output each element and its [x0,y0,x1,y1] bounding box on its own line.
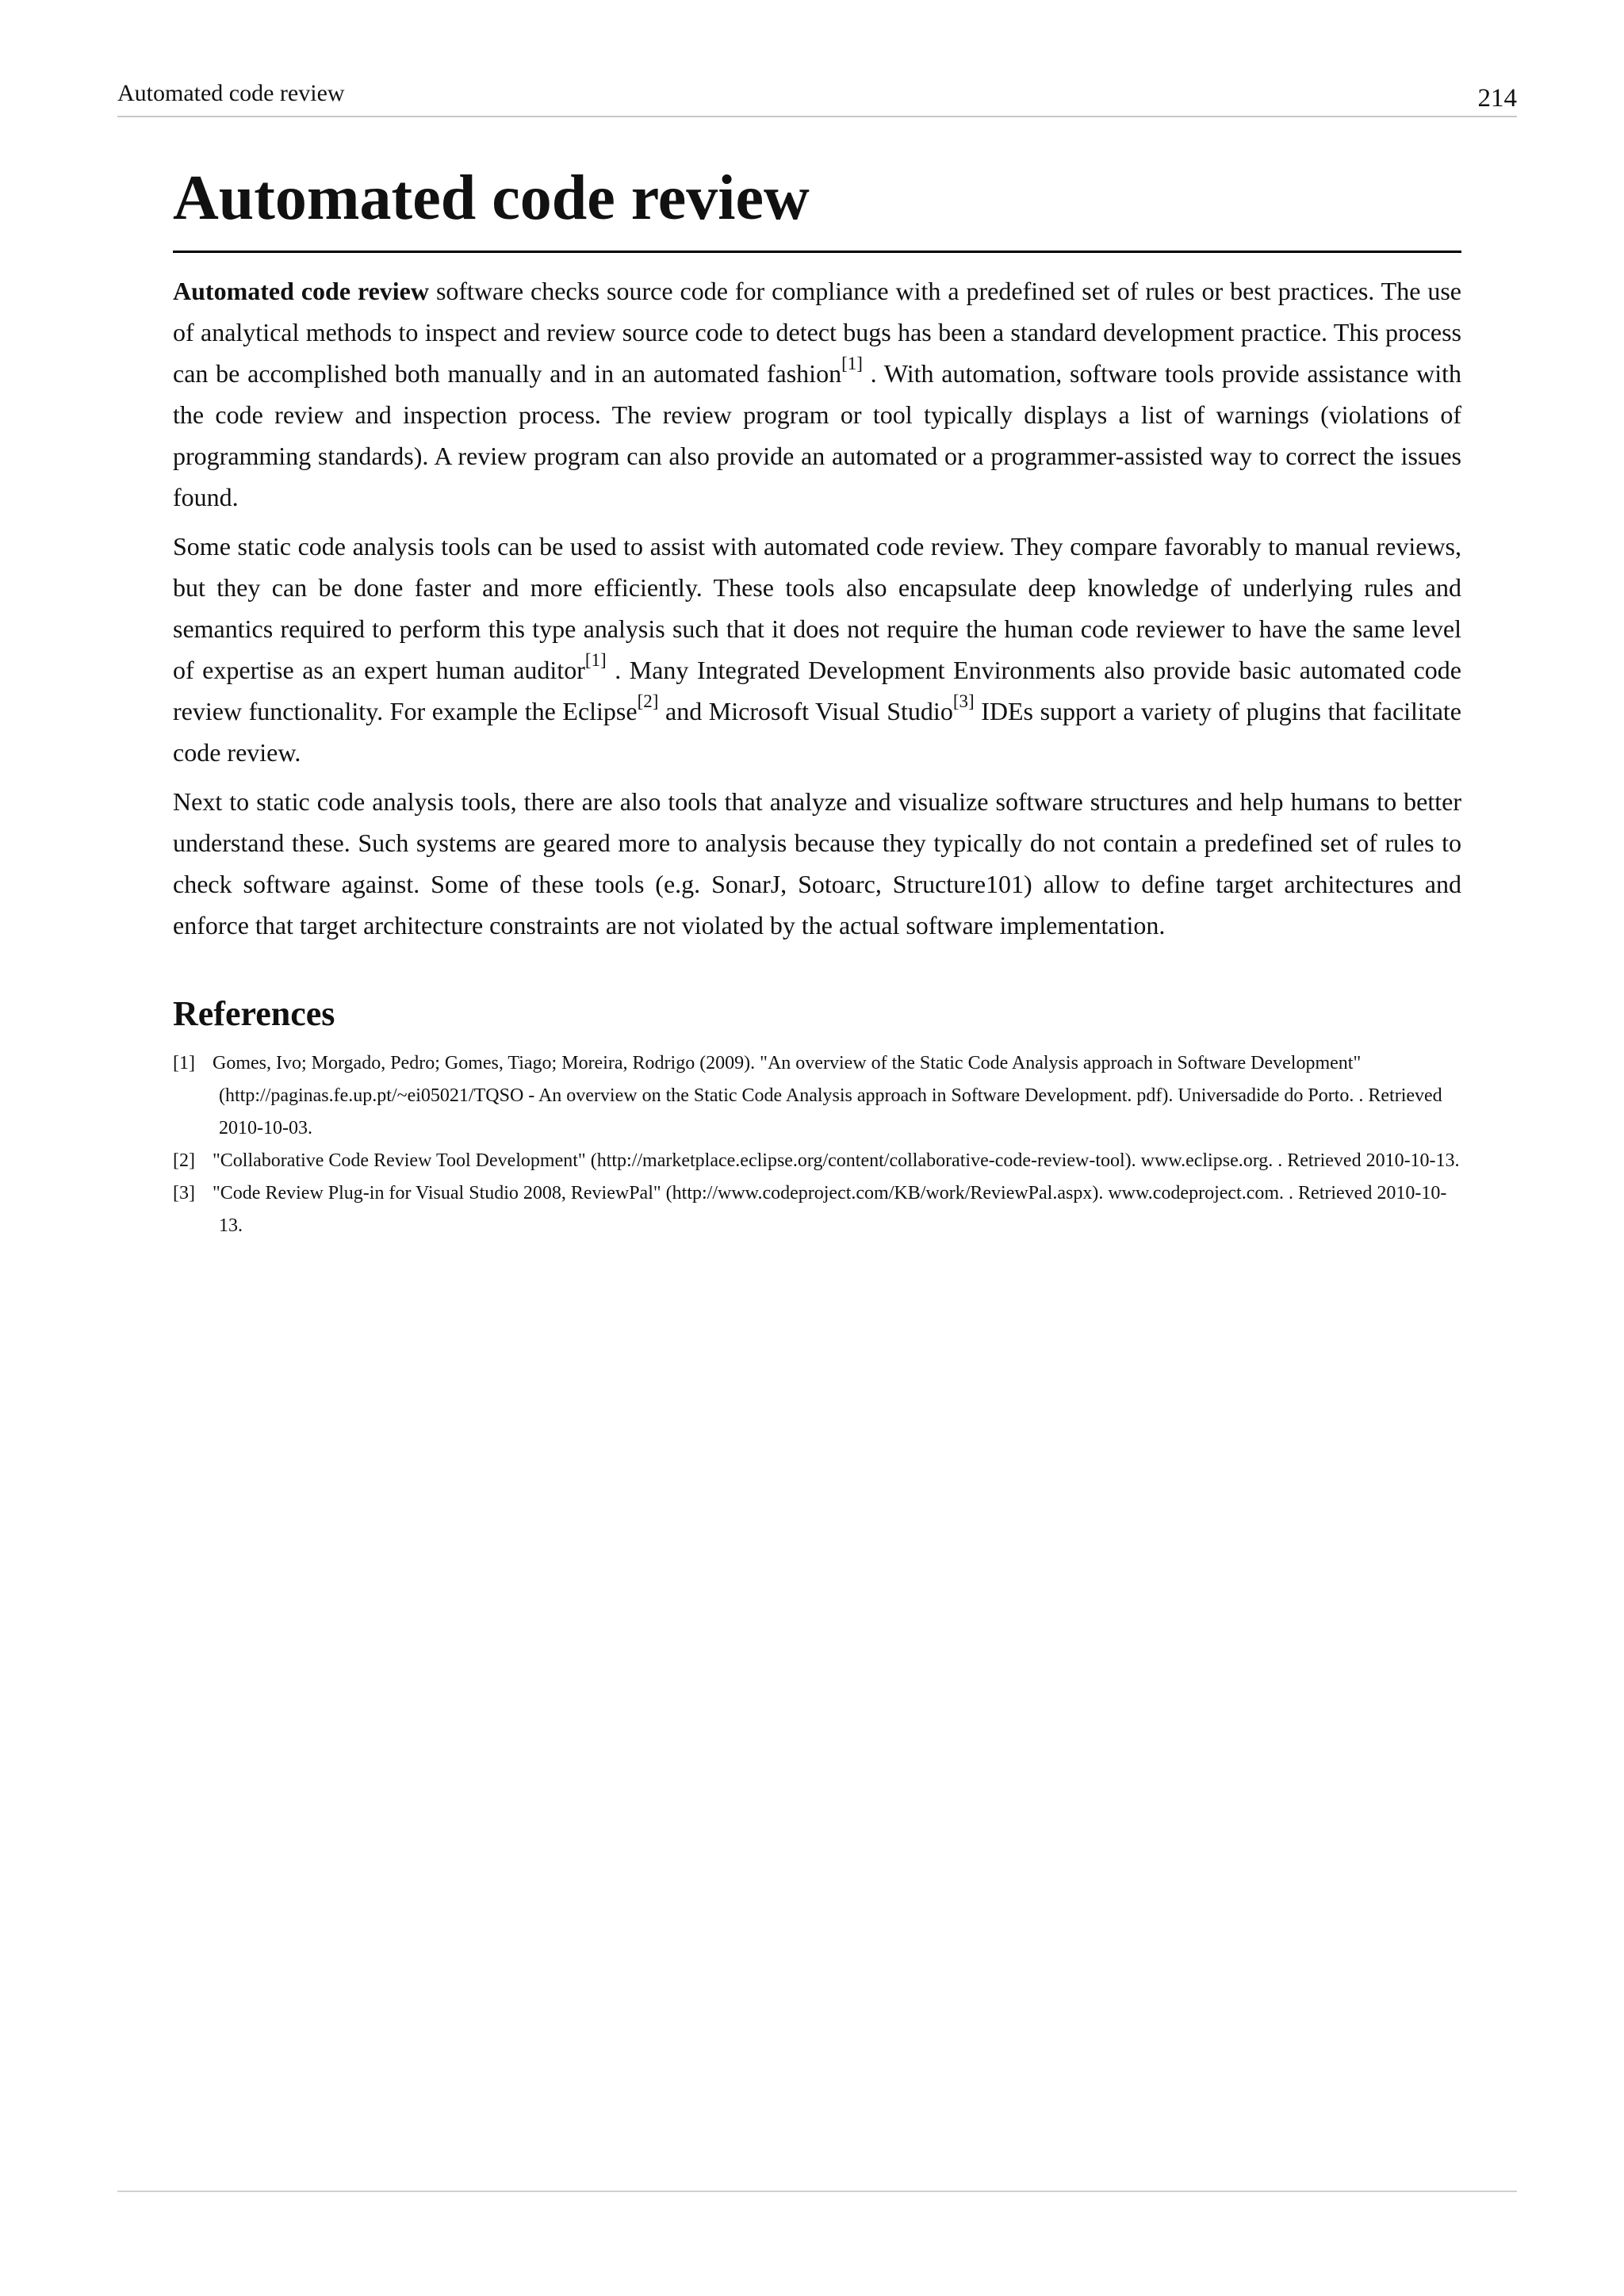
paragraph-text: software checks source code for compliance with a predefined set of rules or best practices. The use of analytical methods to inspect and review source code to detect bugs has been a standard development practice. This process can be accomplished both manually and in an automated fashion [173,277,1462,388]
paragraph-intro [173,270,1461,518]
paragraph-static-analysis [173,526,1461,773]
reference-item [173,1145,1461,1177]
running-header [117,78,1517,117]
paragraph-text: IDEs support a variety of plugins that facilitate code review. [173,697,1462,767]
article-title: Automated code review [173,159,1461,253]
paragraph-text: Some static code analysis tools can be used to assist with automated code review. They compare favorably to manual reviews, but they can be done faster and more efficiently. These tools also encapsulate deep knowledge of underlying rules and semantics required to perform this type analysis such that it does not require the human code reviewer to have the same level of expertise as an expert human auditor [173,532,1461,684]
reference-item [173,1177,1461,1242]
paragraph-text: . Many Integrated Development Environments also provide basic automated code review functionality. For example the Eclipse [173,656,1462,725]
paragraph-text: . With automation, software tools provide assistance with the code review and inspection process. The review program or tool typically displays a list of warnings (violations of programming standards). A review program can also provide an automated or a programmer-assisted way to correct the issues found. [173,359,1462,511]
paragraph-text: and Microsoft Visual Studio [658,697,953,725]
reference-text[interactable]: Gomes, Ivo; Morgado, Pedro; Gomes, Tiago; Moreira, Rodrigo (2009). "An overview of the Static Code Analysis approach in Software Development" (http://paginas.fe.up.pt/~ei05021/TQSO - An overview on the Static Code Analysis approach in Software Development. pdf). Universadide do Porto. . Retrieved 2010-10-03. [213,1053,1442,1138]
page-number: 214 [1477,84,1517,113]
reference-number: [1] [173,1053,195,1073]
paragraph-visualization-tools [173,781,1461,946]
reference-text[interactable]: "Code Review Plug-in for Visual Studio 2008, ReviewPal" (http://www.codeproject.com/KB/work/ReviewPal.aspx). www.codeproject.com. . Retrieved 2010-10-13. [213,1183,1447,1236]
citation-link[interactable]: [1] [841,354,863,374]
lead-term: Automated code review [173,277,429,305]
footer-rule [117,2191,1517,2192]
citation-link[interactable]: [3] [952,691,975,712]
citation-link[interactable]: [1] [584,650,607,671]
references-heading: References [173,994,335,1033]
reference-item [173,1047,1461,1145]
article [173,159,1461,1242]
article-body [173,270,1461,946]
citation-link[interactable]: [2] [637,691,659,712]
running-title: Automated code review [117,80,345,106]
reference-number: [2] [173,1150,195,1171]
references-list [173,1047,1461,1242]
reference-number: [3] [173,1183,195,1203]
reference-text[interactable]: "Collaborative Code Review Tool Development" (http://marketplace.eclipse.org/content/collaborative-code-review-tool). www.eclipse.org. . Retrieved 2010-10-13. [213,1150,1460,1171]
paragraph-text: Next to static code analysis tools, there are also tools that analyze and visualize software structures and help humans to better understand these. Such systems are geared more to analysis because they typically do not contain a predefined set of rules to check software against. Some of these tools (e.g. SonarJ, Sotoarc, Structure101) allow to define target architectures and enforce that target architecture constraints are not violated by the actual software implementation. [173,787,1461,939]
